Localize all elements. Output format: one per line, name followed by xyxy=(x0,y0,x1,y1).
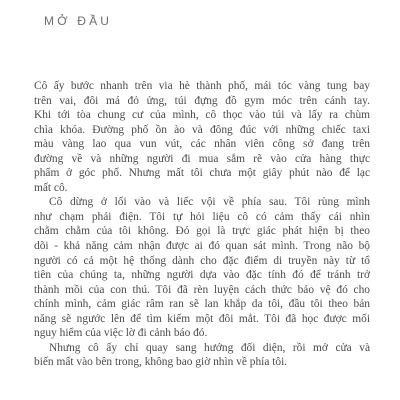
text-line: biến mất vào bên trong, không bao giờ nhìn về phía tôi. xyxy=(34,356,288,369)
text-line: mất cô. xyxy=(34,181,68,194)
text-line: chằm chằm của tôi không. Đó gọi là trực giác phát hiện bị theo xyxy=(34,225,370,238)
text-line: Cô ấy bước nhanh trên via hè thành phố, mái tóc vàng tung bay xyxy=(34,80,370,92)
text-line: dõi - khả năng cảm nhận được ai đó quan sát mình. Trong não bộ xyxy=(34,240,370,253)
text-line: Nhưng cô ấy chỉ quay sang hướng đối diện, rồi mở cửa và xyxy=(49,341,370,354)
text-line: nguy hiểm của việc lờ đi cảnh báo đó. xyxy=(34,327,208,340)
text-line: thành mồi của con thú. Tôi đã rèn luyện cách thức bảo vệ đó cho xyxy=(34,283,370,296)
body-text xyxy=(34,79,370,370)
text-line: đường về và những người đi mua sắm rẽ vào cửa hàng thực xyxy=(34,152,370,165)
text-line: chìa khóa. Đường phố ồn ào và đông đúc với những chiếc taxi xyxy=(34,123,370,136)
text-line: tiên của chúng ta, những người dựa vào đặc tính đó để tránh trở xyxy=(34,269,370,282)
text-line: màu vàng lao qua vun vút, các nhân viên công sở đang trên xyxy=(34,138,370,151)
text-line: như chạm phải điện. Tôi tự hỏi liệu cô có cảm thấy cái nhìn xyxy=(34,210,370,223)
text-line: chính mình, cảm giác râm ran sẽ lan khắp da tôi, đầu tôi theo bản xyxy=(34,298,370,311)
text-line: năng sẽ ngước lên để tìm kiếm một đôi mắt. Tôi đã học được mối xyxy=(34,312,370,325)
text-line: người có cả một hệ thống dành cho đặc điểm di truyền này từ tổ xyxy=(34,254,370,267)
text-line: trên vai, đôi má đỏ ửng, túi đựng đồ gym móc trên cánh tay. xyxy=(34,94,370,107)
chapter-heading: MỞ ĐẦU xyxy=(44,14,113,28)
text-line: Khi tới tòa chung cư của mình, cô thọc vào túi và lấy ra chùm xyxy=(34,109,370,122)
text-line: phẩm ở góc phố. Nhưng mất tôi chưa một giây phút nào để lạc xyxy=(34,167,370,180)
text-line: Cô dừng ở lối vào và liếc vội về phía sau. Tôi rùng mình xyxy=(49,196,370,209)
